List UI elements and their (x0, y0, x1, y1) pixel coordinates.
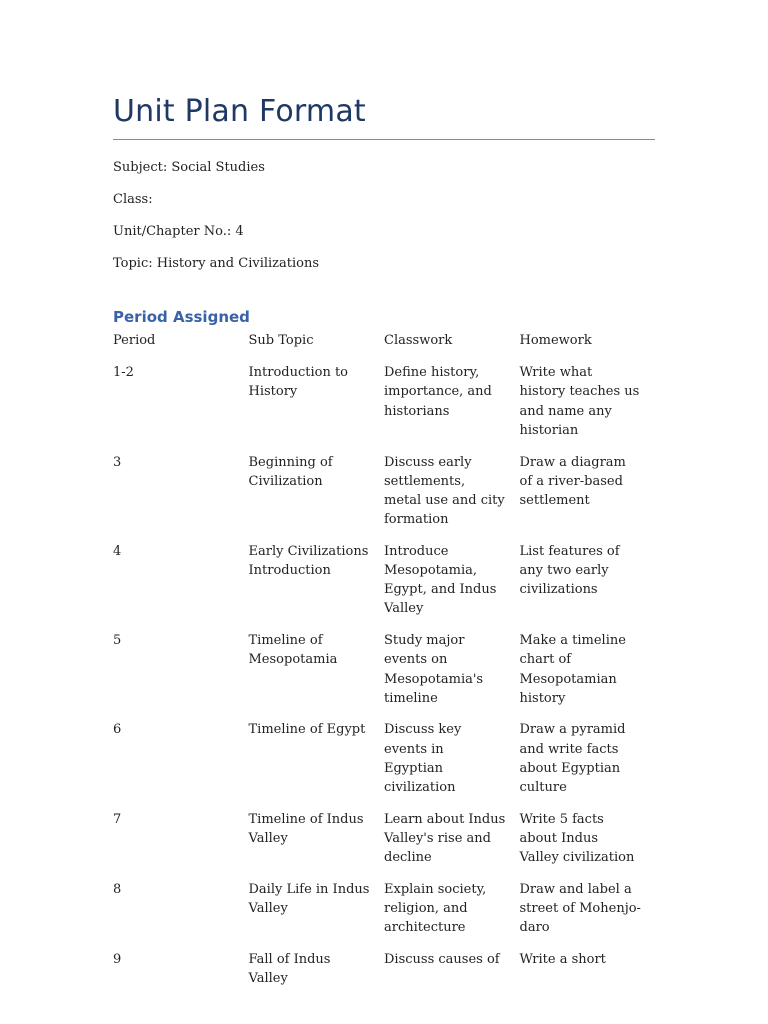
subject-line: Subject: Social Studies (113, 160, 265, 175)
homework-cell: Draw a pyramid and write facts about Egyptian culture (519, 722, 626, 796)
period-cell: 9 (113, 951, 122, 967)
classwork-cell: Discuss key events in Egyptian civilization (384, 722, 462, 796)
period-cell: 4 (113, 543, 122, 559)
table-row (113, 363, 655, 440)
period-cell: 8 (113, 881, 122, 897)
title-divider (113, 139, 655, 140)
unit-line: Unit/Chapter No.: 4 (113, 224, 244, 239)
table-row (113, 631, 655, 708)
header-homework: Homework (519, 333, 592, 348)
topic-line: Topic: History and Civilizations (113, 256, 320, 271)
period-cell: 1-2 (113, 365, 134, 381)
homework-cell: Make a timeline chart of Mesopotamian history (519, 633, 626, 706)
sub-topic-cell: Daily Life in Indus Valley (248, 881, 370, 917)
classwork-cell: Explain society, religion, and architecture (384, 881, 487, 936)
table-row (113, 453, 655, 530)
period-assigned-heading: Period Assigned (113, 308, 250, 326)
sub-topic-cell: Timeline of Indus Valley (248, 811, 364, 846)
homework-cell: Write a short (519, 951, 606, 967)
homework-cell: List features of any two early civilizations (519, 543, 620, 598)
period-cell: 6 (113, 722, 122, 738)
table-row (113, 542, 655, 619)
class-line: Class: (113, 192, 153, 207)
classwork-cell: Discuss early settlements, metal use and city formation (384, 454, 505, 528)
table-row (113, 950, 655, 988)
sub-topic-cell: Introduction to History (248, 365, 349, 400)
period-cell: 7 (113, 811, 122, 827)
homework-cell: Write 5 facts about Indus Valley civilization (519, 811, 635, 866)
unit-plan-table (113, 331, 655, 1001)
classwork-cell: Define history, importance, and historians (384, 365, 492, 419)
table-row (113, 880, 655, 938)
header-classwork: Classwork (384, 333, 453, 348)
period-cell: 5 (113, 633, 122, 649)
header-sub-topic: Sub Topic (248, 333, 314, 348)
header-period: Period (113, 333, 156, 348)
classwork-cell: Introduce Mesopotamia, Egypt, and Indus Valley (384, 543, 497, 617)
homework-cell: Write what history teaches us and name any historian (519, 365, 640, 438)
table-row (113, 810, 655, 868)
table-row (113, 720, 655, 797)
sub-topic-cell: Timeline of Mesopotamia (248, 633, 338, 668)
homework-cell: Draw a diagram of a river-based settlement (519, 454, 626, 508)
sub-topic-cell: Timeline of Egypt (248, 722, 366, 738)
sub-topic-cell: Early Civilizations Introduction (248, 543, 369, 579)
period-cell: 3 (113, 454, 122, 470)
table-header-row (113, 331, 655, 350)
classwork-cell: Study major events on Mesopotamia's timeline (384, 633, 484, 706)
homework-cell: Draw and label a street of Mohenjo-daro (519, 881, 641, 936)
classwork-cell: Discuss causes of (384, 951, 500, 967)
sub-topic-cell: Beginning of Civilization (248, 454, 333, 489)
classwork-cell: Learn about Indus Valley's rise and decline (384, 811, 506, 866)
sub-topic-cell: Fall of Indus Valley (248, 951, 331, 987)
document-title: Unit Plan Format (113, 94, 366, 129)
